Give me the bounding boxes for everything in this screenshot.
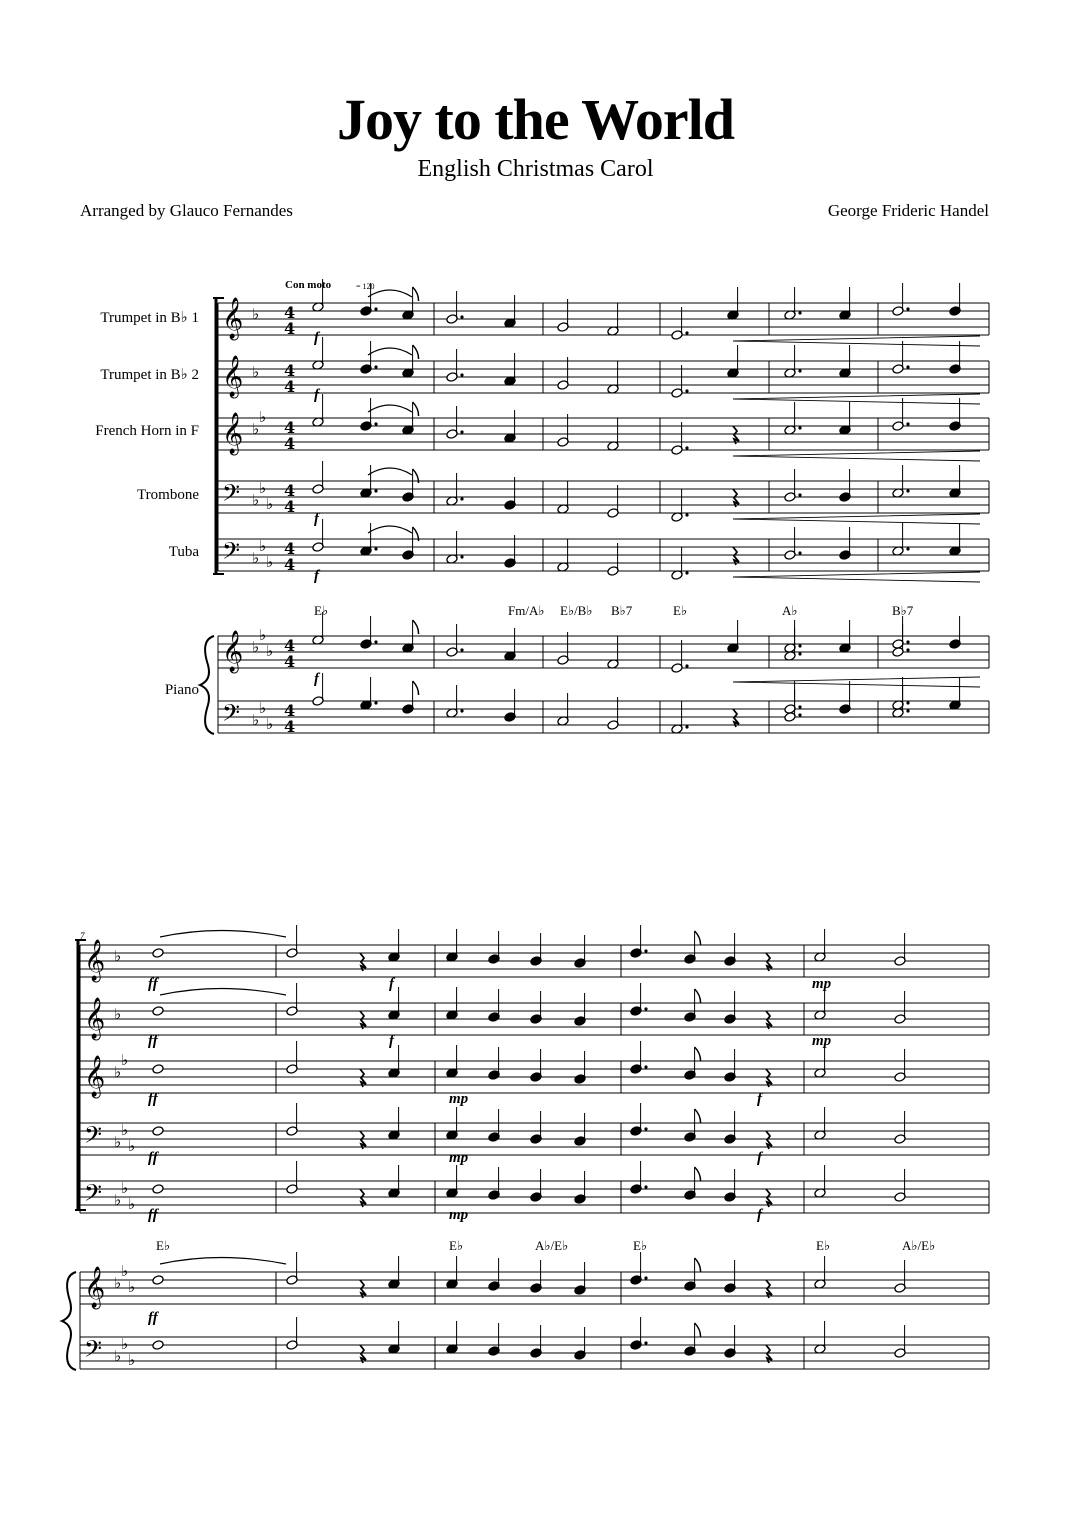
chord-symbol: E♭ (633, 1238, 648, 1253)
dynamic-marking: f (314, 671, 319, 687)
note-dot (906, 547, 909, 550)
quarter-rest (360, 953, 366, 971)
dynamic-marking: mp (449, 1091, 469, 1107)
quarter-rest (733, 426, 739, 444)
treble-clef: 𝄞 (222, 631, 244, 672)
note-dot (798, 311, 801, 314)
note-flag (695, 931, 701, 945)
bass-clef: 𝄢 (222, 537, 241, 570)
note-flag (413, 345, 419, 359)
chord-symbol: A♭/E♭ (535, 1238, 569, 1253)
key-signature-flat: ♭ (114, 1347, 122, 1365)
chord-symbol: B♭7 (892, 603, 914, 618)
note-dot (644, 1341, 647, 1344)
quarter-rest (360, 1280, 366, 1298)
note-dot (460, 373, 463, 376)
time-signature: 4 (284, 481, 296, 500)
key-signature-flat: ♭ (114, 1005, 122, 1023)
note-dot (460, 648, 463, 651)
note-dot (460, 555, 463, 558)
key-signature-flat: ♭ (121, 1335, 129, 1353)
note-dot (906, 365, 909, 368)
key-signature-flat: ♭ (121, 1179, 129, 1197)
treble-clef: 𝄞 (84, 1056, 106, 1097)
note-dot (644, 1185, 647, 1188)
key-signature-flat: ♭ (259, 408, 267, 426)
note-dot (906, 640, 909, 643)
note-dot (906, 489, 909, 492)
dynamic-marking: mp (449, 1150, 469, 1166)
quarter-rest (360, 1011, 366, 1029)
key-signature-flat: ♭ (114, 1274, 122, 1292)
tempo-value: = 120 (356, 282, 375, 291)
dynamic-marking: ff (148, 1207, 158, 1223)
key-signature-flat: ♭ (259, 479, 267, 497)
quarter-rest (733, 489, 739, 507)
note-dot (906, 648, 909, 651)
time-signature: 4 (284, 497, 296, 516)
note-dot (374, 547, 377, 550)
treble-clef: 𝄞 (222, 356, 244, 397)
note-flag (695, 1167, 701, 1181)
note-head (152, 1126, 164, 1137)
bass-clef: 𝄢 (84, 1179, 103, 1212)
score-subtitle: English Christmas Carol (417, 156, 654, 182)
note-dot (685, 513, 688, 516)
tie (160, 931, 286, 938)
time-signature: 4 (284, 434, 296, 453)
dynamic-marking: f (757, 1207, 762, 1223)
piano-brace (200, 636, 214, 734)
key-signature-flat: ♭ (114, 1191, 122, 1209)
note-dot (374, 640, 377, 643)
chord-symbol: E♭ (156, 1238, 171, 1253)
key-signature-flat: ♭ (128, 1351, 136, 1369)
key-signature-flat: ♭ (128, 1137, 136, 1155)
chord-symbol: Fm/A♭ (508, 603, 545, 618)
note-dot (460, 430, 463, 433)
time-signature: 4 (284, 555, 296, 574)
tie (160, 1258, 286, 1265)
dynamic-marking: f (314, 330, 319, 346)
chord-symbol: E♭ (816, 1238, 831, 1253)
quarter-rest (766, 1345, 772, 1363)
treble-clef: 𝄞 (222, 298, 244, 339)
note-dot (798, 493, 801, 496)
note-dot (460, 709, 463, 712)
time-signature: 4 (284, 539, 296, 558)
instrument-name-french-horn: French Horn in F (95, 423, 199, 439)
key-signature-flat: ♭ (114, 1063, 122, 1081)
key-signature-flat: ♭ (121, 1121, 129, 1139)
note-dot (685, 389, 688, 392)
time-signature: 4 (284, 361, 296, 380)
note-dot (374, 422, 377, 425)
note-dot (798, 644, 801, 647)
chord-symbol: E♭/B♭ (560, 603, 593, 618)
slur (368, 348, 412, 355)
dynamic-marking: ff (148, 976, 158, 992)
note-dot (644, 1127, 647, 1130)
dynamic-marking: f (314, 511, 319, 527)
dynamic-marking: mp (812, 1033, 832, 1049)
note-head (152, 948, 164, 959)
instrument-name-tuba: Tuba (168, 544, 199, 560)
time-signature: 4 (284, 303, 296, 322)
instrument-name-trombone: Trombone (137, 487, 199, 503)
key-signature-flat: ♭ (259, 626, 267, 644)
dynamic-marking: f (389, 976, 394, 992)
quarter-rest (766, 1280, 772, 1298)
note-flag (695, 1109, 701, 1123)
key-signature-flat: ♭ (114, 1133, 122, 1151)
quarter-rest (766, 953, 772, 971)
tie (160, 989, 286, 996)
note-flag (695, 1258, 701, 1272)
chord-symbol: E♭ (449, 1238, 464, 1253)
slur (368, 290, 412, 297)
time-signature: 4 (284, 319, 296, 338)
key-signature-flat: ♭ (259, 537, 267, 555)
note-dot (685, 331, 688, 334)
note-flag (695, 1047, 701, 1061)
note-dot (798, 652, 801, 655)
key-signature-flat: ♭ (252, 305, 260, 323)
quarter-rest (360, 1345, 366, 1363)
note-dot (906, 709, 909, 712)
piano-brace (62, 1272, 76, 1370)
key-signature-flat: ♭ (252, 638, 260, 656)
quarter-rest (360, 1131, 366, 1149)
note-dot (685, 664, 688, 667)
note-dot (374, 489, 377, 492)
crescendo-hairpin (733, 677, 980, 687)
key-signature-flat: ♭ (128, 1278, 136, 1296)
note-dot (798, 426, 801, 429)
quarter-rest (766, 1189, 772, 1207)
dynamic-marking: f (757, 1091, 762, 1107)
note-dot (798, 369, 801, 372)
treble-clef: 𝄞 (222, 413, 244, 454)
slur (368, 405, 412, 412)
treble-clef: 𝄞 (84, 940, 106, 981)
key-signature-flat: ♭ (121, 1051, 129, 1069)
note-head (152, 1006, 164, 1017)
composer-credit: George Frideric Handel (827, 201, 989, 220)
note-flag (413, 681, 419, 695)
instrument-name-piano: Piano (164, 682, 199, 698)
note-flag (413, 287, 419, 301)
time-signature: 4 (284, 652, 296, 671)
treble-clef: 𝄞 (84, 1267, 106, 1308)
chord-symbol: A♭ (782, 603, 798, 618)
bass-clef: 𝄢 (84, 1121, 103, 1154)
note-dot (798, 551, 801, 554)
dynamic-marking: ff (148, 1310, 158, 1326)
time-signature: 4 (284, 636, 296, 655)
quarter-rest (360, 1069, 366, 1087)
score-title: Joy to the World (337, 87, 734, 152)
key-signature-flat: ♭ (266, 553, 274, 571)
note-dot (644, 1276, 647, 1279)
note-flag (413, 620, 419, 634)
key-signature-flat: ♭ (266, 715, 274, 733)
key-signature-flat: ♭ (252, 491, 260, 509)
arranger-credit: Arranged by Glauco Fernandes (80, 201, 293, 220)
chord-symbol: A♭/E♭ (902, 1238, 936, 1253)
crescendo-hairpin (733, 451, 980, 461)
note-head (152, 1184, 164, 1195)
crescendo-hairpin (733, 514, 980, 524)
note-head (152, 1064, 164, 1075)
note-dot (685, 571, 688, 574)
chord-symbol: B♭7 (611, 603, 633, 618)
time-signature: 4 (284, 418, 296, 437)
note-dot (374, 307, 377, 310)
key-signature-flat: ♭ (252, 711, 260, 729)
slur (368, 468, 412, 475)
note-dot (906, 701, 909, 704)
key-signature-flat: ♭ (114, 947, 122, 965)
dynamic-marking: f (389, 1033, 394, 1049)
quarter-rest (733, 547, 739, 565)
dynamic-marking: f (314, 387, 319, 403)
note-flag (413, 402, 419, 416)
crescendo-hairpin (733, 572, 980, 582)
instrument-name-trumpet-1: Trumpet in B♭ 1 (100, 310, 199, 326)
key-signature-flat: ♭ (259, 699, 267, 717)
dynamic-marking: f (757, 1150, 762, 1166)
key-signature-flat: ♭ (266, 642, 274, 660)
bass-clef: 𝄢 (84, 1335, 103, 1368)
treble-clef: 𝄞 (84, 998, 106, 1039)
key-signature-flat: ♭ (252, 420, 260, 438)
key-signature-flat: ♭ (121, 1262, 129, 1280)
key-signature-flat: ♭ (252, 363, 260, 381)
time-signature: 4 (284, 701, 296, 720)
dynamic-marking: ff (148, 1150, 158, 1166)
dynamic-marking: ff (148, 1033, 158, 1049)
time-signature: 4 (284, 377, 296, 396)
tempo-marking: Con moto (285, 279, 332, 291)
note-dot (798, 713, 801, 716)
crescendo-hairpin (733, 336, 980, 346)
crescendo-hairpin (733, 394, 980, 404)
note-dot (906, 307, 909, 310)
key-signature-flat: ♭ (252, 549, 260, 567)
note-head (152, 1340, 164, 1351)
quarter-rest (733, 709, 739, 727)
key-signature-flat: ♭ (266, 495, 274, 513)
note-dot (685, 446, 688, 449)
time-signature: 4 (284, 717, 296, 736)
dynamic-marking: ff (148, 1091, 158, 1107)
quarter-rest (766, 1011, 772, 1029)
slur (368, 526, 412, 533)
dynamic-marking: mp (449, 1207, 469, 1223)
note-dot (644, 949, 647, 952)
key-signature-flat: ♭ (128, 1195, 136, 1213)
note-dot (374, 701, 377, 704)
note-dot (460, 497, 463, 500)
quarter-rest (766, 1069, 772, 1087)
note-dot (460, 315, 463, 318)
instrument-name-trumpet-2: Trumpet in B♭ 2 (100, 367, 199, 383)
dynamic-marking: f (314, 568, 319, 584)
quarter-rest (360, 1189, 366, 1207)
note-dot (798, 705, 801, 708)
note-dot (644, 1065, 647, 1068)
measure-number: 7 (80, 931, 85, 941)
note-dot (906, 422, 909, 425)
note-head (152, 1275, 164, 1286)
note-dot (374, 365, 377, 368)
note-flag (695, 1323, 701, 1337)
chord-symbol: E♭ (673, 603, 688, 618)
quarter-rest (766, 1131, 772, 1149)
dynamic-marking: mp (812, 976, 832, 992)
chord-symbol: E♭ (314, 603, 329, 618)
note-flag (695, 989, 701, 1003)
note-dot (685, 725, 688, 728)
bass-clef: 𝄢 (222, 479, 241, 512)
note-dot (644, 1007, 647, 1010)
bass-clef: 𝄢 (222, 699, 241, 732)
